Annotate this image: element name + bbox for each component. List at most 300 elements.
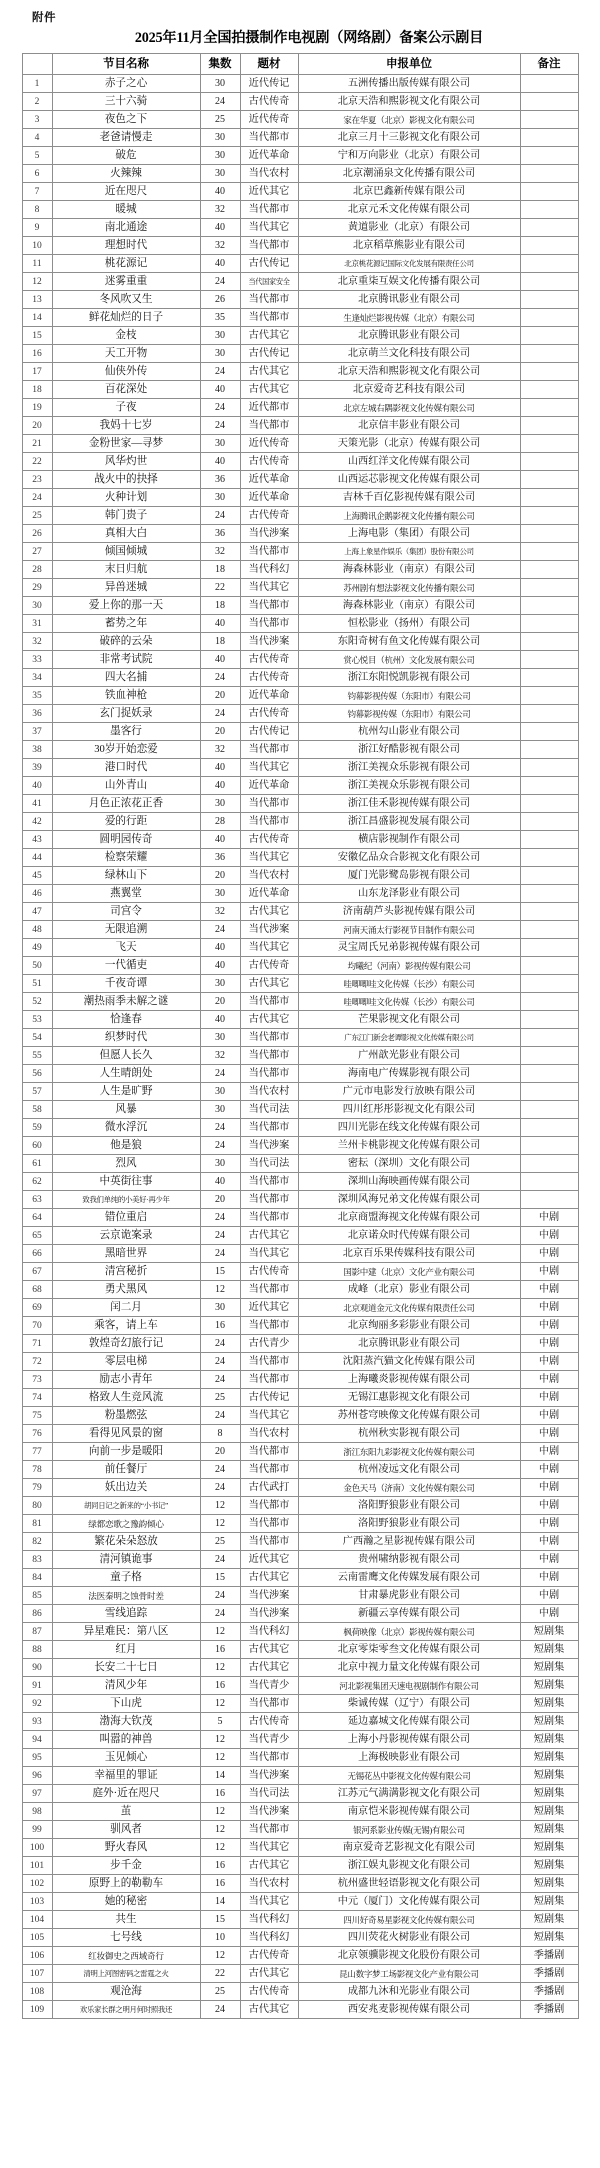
remark-badge (520, 309, 578, 327)
genre-label: 当代都市 (240, 1443, 298, 1461)
episode-count: 16 (200, 1875, 240, 1893)
program-name: 但愿人长久 (52, 1047, 200, 1065)
row-index: 63 (22, 1191, 52, 1209)
program-name: 茧 (52, 1803, 200, 1821)
program-name: 我妈十七岁 (52, 417, 200, 435)
program-name: 共生 (52, 1911, 200, 1929)
episode-count: 32 (200, 201, 240, 219)
row-index: 27 (22, 543, 52, 561)
row-index: 24 (22, 489, 52, 507)
row-index: 18 (22, 381, 52, 399)
program-name: 闰二月 (52, 1299, 200, 1317)
genre-label: 当代司法 (240, 1101, 298, 1119)
episode-count: 25 (200, 1389, 240, 1407)
declaring-entity: 北京萌兰文化科技有限公司 (298, 345, 520, 363)
table-row (22, 759, 578, 777)
table-row (22, 363, 578, 381)
episode-count: 12 (200, 1731, 240, 1749)
declaring-entity: 延边嘉城文化传媒有限公司 (298, 1713, 520, 1731)
table-row (22, 1677, 578, 1695)
row-index: 86 (22, 1605, 52, 1623)
genre-label: 近代革命 (240, 885, 298, 903)
genre-label: 古代传记 (240, 723, 298, 741)
program-name: 向前一步是暖阳 (52, 1443, 200, 1461)
table-row (22, 795, 578, 813)
declaring-entity: 云南雷鹰文化传媒发展有限公司 (298, 1569, 520, 1587)
genre-label: 近代革命 (240, 489, 298, 507)
row-index: 82 (22, 1533, 52, 1551)
declaring-entity: 浙江东阳九彩影视文化传媒有限公司 (298, 1443, 520, 1461)
genre-label: 近代革命 (240, 777, 298, 795)
genre-label: 古代其它 (240, 1011, 298, 1029)
episode-count: 30 (200, 435, 240, 453)
genre-label: 古代传奇 (240, 507, 298, 525)
remark-badge (520, 939, 578, 957)
program-name: 天工开物 (52, 345, 200, 363)
remark-badge: 中剧 (520, 1389, 578, 1407)
declaring-entity: 洛阳野狼影业有限公司 (298, 1515, 520, 1533)
row-index: 54 (22, 1029, 52, 1047)
table-row (22, 921, 578, 939)
table-row (22, 1029, 578, 1047)
genre-label: 当代都市 (240, 1749, 298, 1767)
row-index: 81 (22, 1515, 52, 1533)
program-name: 子夜 (52, 399, 200, 417)
remark-badge (520, 525, 578, 543)
declaring-entity: 北京巴鑫新传媒有限公司 (298, 183, 520, 201)
row-index: 75 (22, 1407, 52, 1425)
row-index: 44 (22, 849, 52, 867)
declaring-entity: 浙江娱丸影视文化有限公司 (298, 1857, 520, 1875)
genre-label: 古代传记 (240, 255, 298, 273)
program-name: 司宫令 (52, 903, 200, 921)
program-name: 野火春风 (52, 1839, 200, 1857)
episode-count: 30 (200, 1083, 240, 1101)
row-index: 104 (22, 1911, 52, 1929)
remark-badge (520, 561, 578, 579)
row-index: 40 (22, 777, 52, 795)
row-index: 74 (22, 1389, 52, 1407)
genre-label: 古代其它 (240, 1857, 298, 1875)
declaring-entity: 北京元禾文化传媒有限公司 (298, 201, 520, 219)
declaring-entity: 赏心悦目（杭州）文化发展有限公司 (298, 651, 520, 669)
episode-count: 16 (200, 1641, 240, 1659)
program-name: 前任餐厅 (52, 1461, 200, 1479)
episode-count: 30 (200, 75, 240, 93)
declaring-entity: 山东龙泽影业有限公司 (298, 885, 520, 903)
row-index: 102 (22, 1875, 52, 1893)
table-row (22, 75, 578, 93)
table-row (22, 489, 578, 507)
row-index: 95 (22, 1749, 52, 1767)
row-index: 87 (22, 1623, 52, 1641)
declaring-entity: 灵宝周氏兄弟影视传媒有限公司 (298, 939, 520, 957)
table-row (22, 1965, 578, 1983)
declaring-entity: 上海电影（集团）有限公司 (298, 525, 520, 543)
program-name: 无限追溯 (52, 921, 200, 939)
row-index: 69 (22, 1299, 52, 1317)
row-index: 96 (22, 1767, 52, 1785)
remark-badge (520, 507, 578, 525)
declaring-entity: 西安兆麦影视传媒有限公司 (298, 2001, 520, 2019)
program-name: 红妆御史之西域奇行 (52, 1947, 200, 1965)
genre-label: 当代科幻 (240, 1911, 298, 1929)
declaring-entity: 北京中视力量文化传媒有限公司 (298, 1659, 520, 1677)
program-name: 金枝 (52, 327, 200, 345)
genre-label: 近代传奇 (240, 111, 298, 129)
declaring-entity: 安徽亿品众合影视文化有限公司 (298, 849, 520, 867)
row-index: 32 (22, 633, 52, 651)
program-name: 人生晴朗处 (52, 1065, 200, 1083)
row-index: 105 (22, 1929, 52, 1947)
declaring-entity: 北京潮涌泉文化传播有限公司 (298, 165, 520, 183)
genre-label: 古代其它 (240, 1227, 298, 1245)
genre-label: 当代其它 (240, 219, 298, 237)
remark-badge: 中剧 (520, 1263, 578, 1281)
table-row (22, 1713, 578, 1731)
row-index: 100 (22, 1839, 52, 1857)
genre-label: 当代都市 (240, 1317, 298, 1335)
remark-badge (520, 111, 578, 129)
table-row (22, 1461, 578, 1479)
program-name: 山外青山 (52, 777, 200, 795)
program-name: 火种计划 (52, 489, 200, 507)
remark-badge: 中剧 (520, 1353, 578, 1371)
episode-count: 40 (200, 183, 240, 201)
table-row (22, 129, 578, 147)
remark-badge (520, 201, 578, 219)
genre-label: 近代其它 (240, 1299, 298, 1317)
program-name: 墨客行 (52, 723, 200, 741)
declaring-entity: 北京领骥影视文化股份有限公司 (298, 1947, 520, 1965)
table-row (22, 1335, 578, 1353)
remark-badge (520, 615, 578, 633)
table-row (22, 1047, 578, 1065)
episode-count: 30 (200, 165, 240, 183)
episode-count: 32 (200, 237, 240, 255)
genre-label: 当代其它 (240, 579, 298, 597)
program-name: 庭外·近在咫尺 (52, 1785, 200, 1803)
table-row (22, 1641, 578, 1659)
program-name: 欢乐家长群之明月何时照我还 (52, 2001, 200, 2019)
remark-badge (520, 165, 578, 183)
episode-count: 36 (200, 849, 240, 867)
table-row (22, 1893, 578, 1911)
genre-label: 当代青少 (240, 1731, 298, 1749)
row-index: 94 (22, 1731, 52, 1749)
episode-count: 30 (200, 795, 240, 813)
remark-badge: 短剧集 (520, 1929, 578, 1947)
program-name: 火辣辣 (52, 165, 200, 183)
episode-count: 16 (200, 1317, 240, 1335)
row-index: 67 (22, 1263, 52, 1281)
remark-badge (520, 255, 578, 273)
declaring-entity: 北京诺众时代传媒有限公司 (298, 1227, 520, 1245)
program-name: 战火中的抉择 (52, 471, 200, 489)
remark-badge: 中剧 (520, 1605, 578, 1623)
declaring-entity: 天策光影（北京）传媒有限公司 (298, 435, 520, 453)
declaring-entity: 深圳风海兄弟文化传媒有限公司 (298, 1191, 520, 1209)
row-index: 9 (22, 219, 52, 237)
genre-label: 古代传奇 (240, 1713, 298, 1731)
table-row (22, 309, 578, 327)
row-index: 4 (22, 129, 52, 147)
remark-badge (520, 687, 578, 705)
column-header-note: 备注 (520, 54, 578, 75)
episode-count: 35 (200, 309, 240, 327)
episode-count: 40 (200, 615, 240, 633)
genre-label: 当代涉案 (240, 1587, 298, 1605)
column-header-name: 节目名称 (52, 54, 200, 75)
genre-label: 当代其它 (240, 759, 298, 777)
episode-count: 40 (200, 831, 240, 849)
table-row (22, 1407, 578, 1425)
program-name: 格致人生竞风流 (52, 1389, 200, 1407)
table-row (22, 633, 578, 651)
declaring-entity: 浙江佳禾影视传媒有限公司 (298, 795, 520, 813)
table-row (22, 687, 578, 705)
remark-badge (520, 345, 578, 363)
episode-count: 12 (200, 1497, 240, 1515)
row-index: 53 (22, 1011, 52, 1029)
genre-label: 当代都市 (240, 1353, 298, 1371)
episode-count: 30 (200, 147, 240, 165)
episode-count: 30 (200, 1155, 240, 1173)
declaring-entity: 上海曦炎影视传媒有限公司 (298, 1371, 520, 1389)
declaring-entity: 芒果影视文化有限公司 (298, 1011, 520, 1029)
episode-count: 24 (200, 1479, 240, 1497)
table-row (22, 273, 578, 291)
remark-badge (520, 129, 578, 147)
declaring-entity: 杭州勾山影业有限公司 (298, 723, 520, 741)
table-row (22, 1587, 578, 1605)
row-index: 101 (22, 1857, 52, 1875)
episode-count: 25 (200, 1533, 240, 1551)
episode-count: 25 (200, 1983, 240, 2001)
row-index: 15 (22, 327, 52, 345)
program-name: 幸福里的罪证 (52, 1767, 200, 1785)
table-row (22, 1569, 578, 1587)
table-row (22, 885, 578, 903)
genre-label: 古代传奇 (240, 831, 298, 849)
declaring-entity: 厦门光影鹭岛影视有限公司 (298, 867, 520, 885)
declaring-entity: 山西红洋文化传媒有限公司 (298, 453, 520, 471)
table-row (22, 147, 578, 165)
episode-count: 24 (200, 705, 240, 723)
program-name: 百花深处 (52, 381, 200, 399)
remark-badge: 中剧 (520, 1245, 578, 1263)
table-row (22, 543, 578, 561)
row-index: 26 (22, 525, 52, 543)
row-index: 35 (22, 687, 52, 705)
declaring-entity: 北京天浩和熙影视文化有限公司 (298, 363, 520, 381)
genre-label: 当代国家安全 (240, 273, 298, 291)
program-name: 金粉世家—寻梦 (52, 435, 200, 453)
episode-count: 12 (200, 1623, 240, 1641)
remark-badge: 中剧 (520, 1497, 578, 1515)
row-index: 21 (22, 435, 52, 453)
table-row (22, 1083, 578, 1101)
row-index: 3 (22, 111, 52, 129)
episode-count: 40 (200, 957, 240, 975)
remark-badge: 中剧 (520, 1335, 578, 1353)
program-name: 异星难民：第八区 (52, 1623, 200, 1641)
declaring-entity: 海森林影业（南京）有限公司 (298, 597, 520, 615)
remark-badge (520, 183, 578, 201)
genre-label: 古代武打 (240, 1479, 298, 1497)
remark-badge (520, 741, 578, 759)
program-name: 理想时代 (52, 237, 200, 255)
program-name: 零层电梯 (52, 1353, 200, 1371)
episode-count: 32 (200, 741, 240, 759)
genre-label: 当代都市 (240, 1173, 298, 1191)
remark-badge (520, 489, 578, 507)
program-name: 清明上河图密码之雷霆之火 (52, 1965, 200, 1983)
declaring-entity: 北京商盟海视文化传媒有限公司 (298, 1209, 520, 1227)
episode-count: 24 (200, 1119, 240, 1137)
declaring-entity: 钧幕影视传媒（东阳市）有限公司 (298, 687, 520, 705)
remark-badge (520, 795, 578, 813)
episode-count: 24 (200, 1209, 240, 1227)
remark-badge (520, 291, 578, 309)
remark-badge (520, 1047, 578, 1065)
declaring-entity: 生逢灿烂影视传媒（北京）有限公司 (298, 309, 520, 327)
row-index: 28 (22, 561, 52, 579)
genre-label: 当代涉案 (240, 525, 298, 543)
remark-badge (520, 885, 578, 903)
program-name: 非常考试院 (52, 651, 200, 669)
program-name: 致我们单纯的小美好·再少年 (52, 1191, 200, 1209)
genre-label: 当代涉案 (240, 921, 298, 939)
genre-label: 古代传奇 (240, 1263, 298, 1281)
program-name: 清风少年 (52, 1677, 200, 1695)
row-index: 92 (22, 1695, 52, 1713)
declaring-entity: 浙江东阳悦凯影视有限公司 (298, 669, 520, 687)
genre-label: 古代传奇 (240, 669, 298, 687)
program-name: 织梦时代 (52, 1029, 200, 1047)
row-index: 46 (22, 885, 52, 903)
genre-label: 当代都市 (240, 291, 298, 309)
remark-badge: 中剧 (520, 1209, 578, 1227)
row-index: 91 (22, 1677, 52, 1695)
genre-label: 古代其它 (240, 363, 298, 381)
table-row (22, 849, 578, 867)
remark-badge (520, 543, 578, 561)
episode-count: 24 (200, 1461, 240, 1479)
episode-count: 30 (200, 1101, 240, 1119)
genre-label: 当代其它 (240, 939, 298, 957)
row-index: 39 (22, 759, 52, 777)
table-row (22, 1821, 578, 1839)
program-name: 鲜花灿烂的日子 (52, 309, 200, 327)
episode-count: 12 (200, 1803, 240, 1821)
episode-count: 40 (200, 219, 240, 237)
episode-count: 30 (200, 975, 240, 993)
program-name: 蓄势之年 (52, 615, 200, 633)
remark-badge: 短剧集 (520, 1659, 578, 1677)
episode-count: 30 (200, 327, 240, 345)
table-row (22, 237, 578, 255)
table-row (22, 327, 578, 345)
declaring-entity: 北京零柒零叁文化传媒有限公司 (298, 1641, 520, 1659)
genre-label: 当代其它 (240, 1245, 298, 1263)
episode-count: 24 (200, 363, 240, 381)
row-index: 45 (22, 867, 52, 885)
table-row (22, 615, 578, 633)
declaring-entity: 上海极映影业有限公司 (298, 1749, 520, 1767)
episode-count: 24 (200, 1353, 240, 1371)
declaring-entity: 贵州啸纳影视有限公司 (298, 1551, 520, 1569)
remark-badge (520, 273, 578, 291)
table-row (22, 1479, 578, 1497)
episode-count: 20 (200, 1191, 240, 1209)
table-row (22, 507, 578, 525)
table-row (22, 723, 578, 741)
table-row (22, 1155, 578, 1173)
remark-badge (520, 471, 578, 489)
row-index: 14 (22, 309, 52, 327)
row-index: 61 (22, 1155, 52, 1173)
genre-label: 古代其它 (240, 975, 298, 993)
remark-badge: 短剧集 (520, 1641, 578, 1659)
episode-count: 8 (200, 1425, 240, 1443)
episode-count: 10 (200, 1929, 240, 1947)
remark-badge (520, 1011, 578, 1029)
genre-label: 当代都市 (240, 1371, 298, 1389)
program-name: 潮热雨季未解之谜 (52, 993, 200, 1011)
episode-count: 24 (200, 1587, 240, 1605)
table-row (22, 1281, 578, 1299)
declaring-entity: 北京三月十三影视文化有限公司 (298, 129, 520, 147)
row-index: 10 (22, 237, 52, 255)
remark-badge: 短剧集 (520, 1713, 578, 1731)
row-index: 108 (22, 1983, 52, 2001)
remark-badge: 短剧集 (520, 1695, 578, 1713)
program-name: 原野上的勒勒车 (52, 1875, 200, 1893)
declaring-entity: 甘肃暴虎影业有限公司 (298, 1587, 520, 1605)
program-name: 微水浮沉 (52, 1119, 200, 1137)
remark-badge (520, 1029, 578, 1047)
table-row (22, 1443, 578, 1461)
table-row (22, 345, 578, 363)
remark-badge (520, 867, 578, 885)
declaring-entity: 四川好奇易星影视文化传媒有限公司 (298, 1911, 520, 1929)
table-row (22, 1515, 578, 1533)
remark-badge: 中剧 (520, 1551, 578, 1569)
genre-label: 当代都市 (240, 1497, 298, 1515)
declaring-entity: 中元（厦门）文化传媒有限公司 (298, 1893, 520, 1911)
program-name: 绿都恋歌之豫韵倾心 (52, 1515, 200, 1533)
episode-count: 40 (200, 939, 240, 957)
row-index: 43 (22, 831, 52, 849)
genre-label: 当代都市 (240, 597, 298, 615)
declaring-entity: 南京恺米影视传媒有限公司 (298, 1803, 520, 1821)
table-row (22, 1785, 578, 1803)
table-body (22, 75, 578, 2019)
row-index: 7 (22, 183, 52, 201)
declaring-entity: 浙江美视众乐影视有限公司 (298, 777, 520, 795)
table-row (22, 1695, 578, 1713)
genre-label: 当代都市 (240, 1191, 298, 1209)
program-name: 月色正浓花正香 (52, 795, 200, 813)
declaring-entity: 枫荷映像（北京）影视传媒有限公司 (298, 1623, 520, 1641)
genre-label: 近代革命 (240, 471, 298, 489)
declaring-entity: 四川光影在线文化传媒有限公司 (298, 1119, 520, 1137)
episode-count: 20 (200, 867, 240, 885)
episode-count: 22 (200, 1965, 240, 1983)
program-name: 破危 (52, 147, 200, 165)
table-row (22, 1425, 578, 1443)
